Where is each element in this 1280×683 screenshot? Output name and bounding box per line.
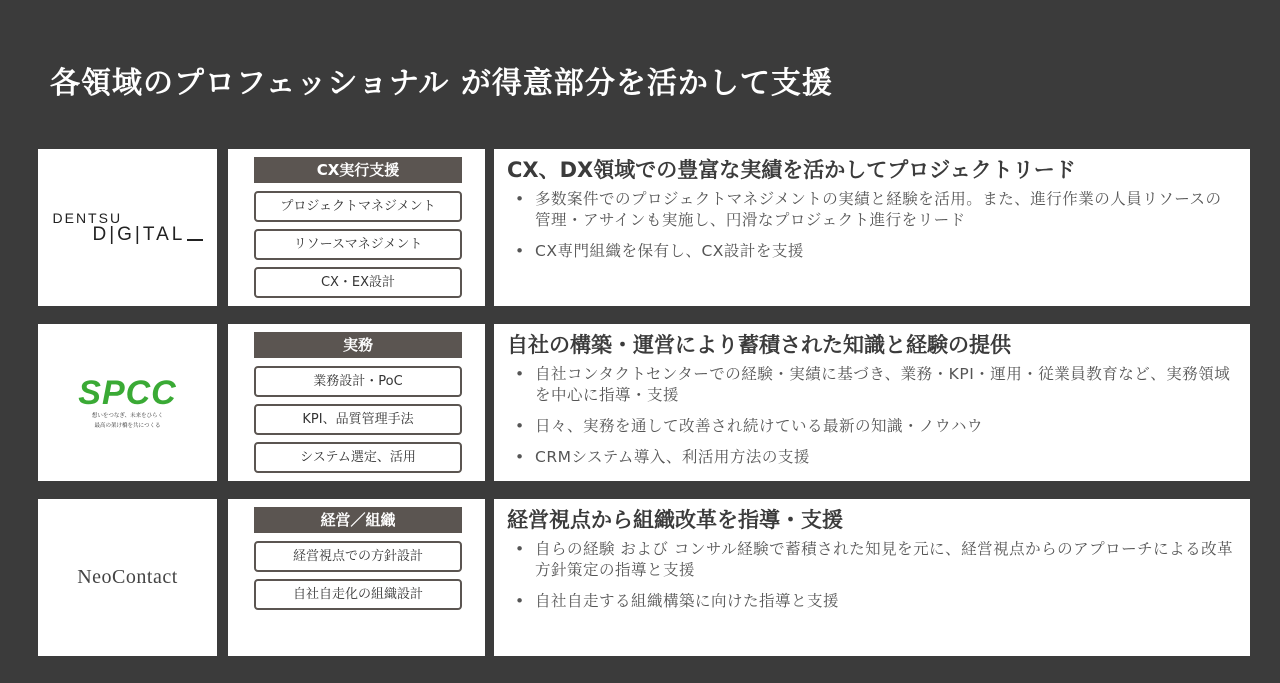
bullet-item: • CX専門組織を保有し、CX設計を支援 [507,241,1236,262]
service-item: 業務設計・PoC [254,366,462,397]
bullet-item: • 自社自走する組織構築に向けた指導と支援 [507,591,1236,612]
neocontact-wordmark: NeoContact [77,566,178,588]
dentsu-digital-logo [38,149,217,306]
bullet-item: • 日々、実務を通して改善され続けている最新の知識・ノウハウ [507,416,1236,437]
service-header: 経営／組織 [254,507,462,533]
service-item: システム選定、活用 [254,442,462,473]
description-title: 自社の構築・運営により蓄積された知識と経験の提供 [507,333,1011,357]
description-panel [494,499,1250,656]
description-title: CX、DX領域での豊富な実績を活かしてプロジェクトリード [507,158,1076,182]
description-panel [494,324,1250,481]
service-item: プロジェクトマネジメント [254,191,462,222]
service-panel [228,499,485,656]
row-dentsu-digital [38,149,1250,306]
description-panel [494,149,1250,306]
spcc-tagline-1: 想いをつなぎ、未来をひらく [91,412,164,419]
row-neocontact [38,499,1250,656]
spcc-logo [38,324,217,481]
bullet-item: • 多数案件でのプロジェクトマネジメントの実績と経験を活用。また、進行作業の人員リソースの管理・アサインも実施し、円滑なプロジェクト進行をリード [507,189,1236,231]
logo-line-1: DENTSU [52,209,123,226]
service-item: 経営視点での方針設計 [254,541,462,572]
logo-line-2: D|G|TAL [92,223,186,245]
bullet-item: • CRMシステム導入、利活用方法の支援 [507,447,1236,468]
service-header: CX実行支援 [254,157,462,183]
bullet-item: • 自らの経験 および コンサル経験で蓄積された知見を元に、経営視点からのアプローチによる改革方針策定の指導と支援 [507,539,1236,581]
description-title: 経営視点から組織改革を指導・支援 [507,508,843,532]
service-item: CX・EX設計 [254,267,462,298]
service-item: 自社自走化の組織設計 [254,579,462,610]
service-item: リソースマネジメント [254,229,462,260]
service-panel [228,324,485,481]
service-panel [228,149,485,306]
row-spcc [38,324,1250,481]
page-title: 各領域のプロフェッショナル が得意部分を活かして支援 [50,66,833,101]
spcc-wordmark: SPCC [78,373,177,412]
service-item: KPI、品質管理手法 [254,404,462,435]
bullet-item: • 自社コンタクトセンターでの経験・実績に基づき、業務・KPI・運用・従業員教育など、実務領域を中心に指導・支援 [507,364,1236,406]
service-header: 実務 [254,332,462,358]
neocontact-logo [38,499,217,656]
spcc-tagline-2: 最高の架け橋を共につくる [94,422,161,429]
